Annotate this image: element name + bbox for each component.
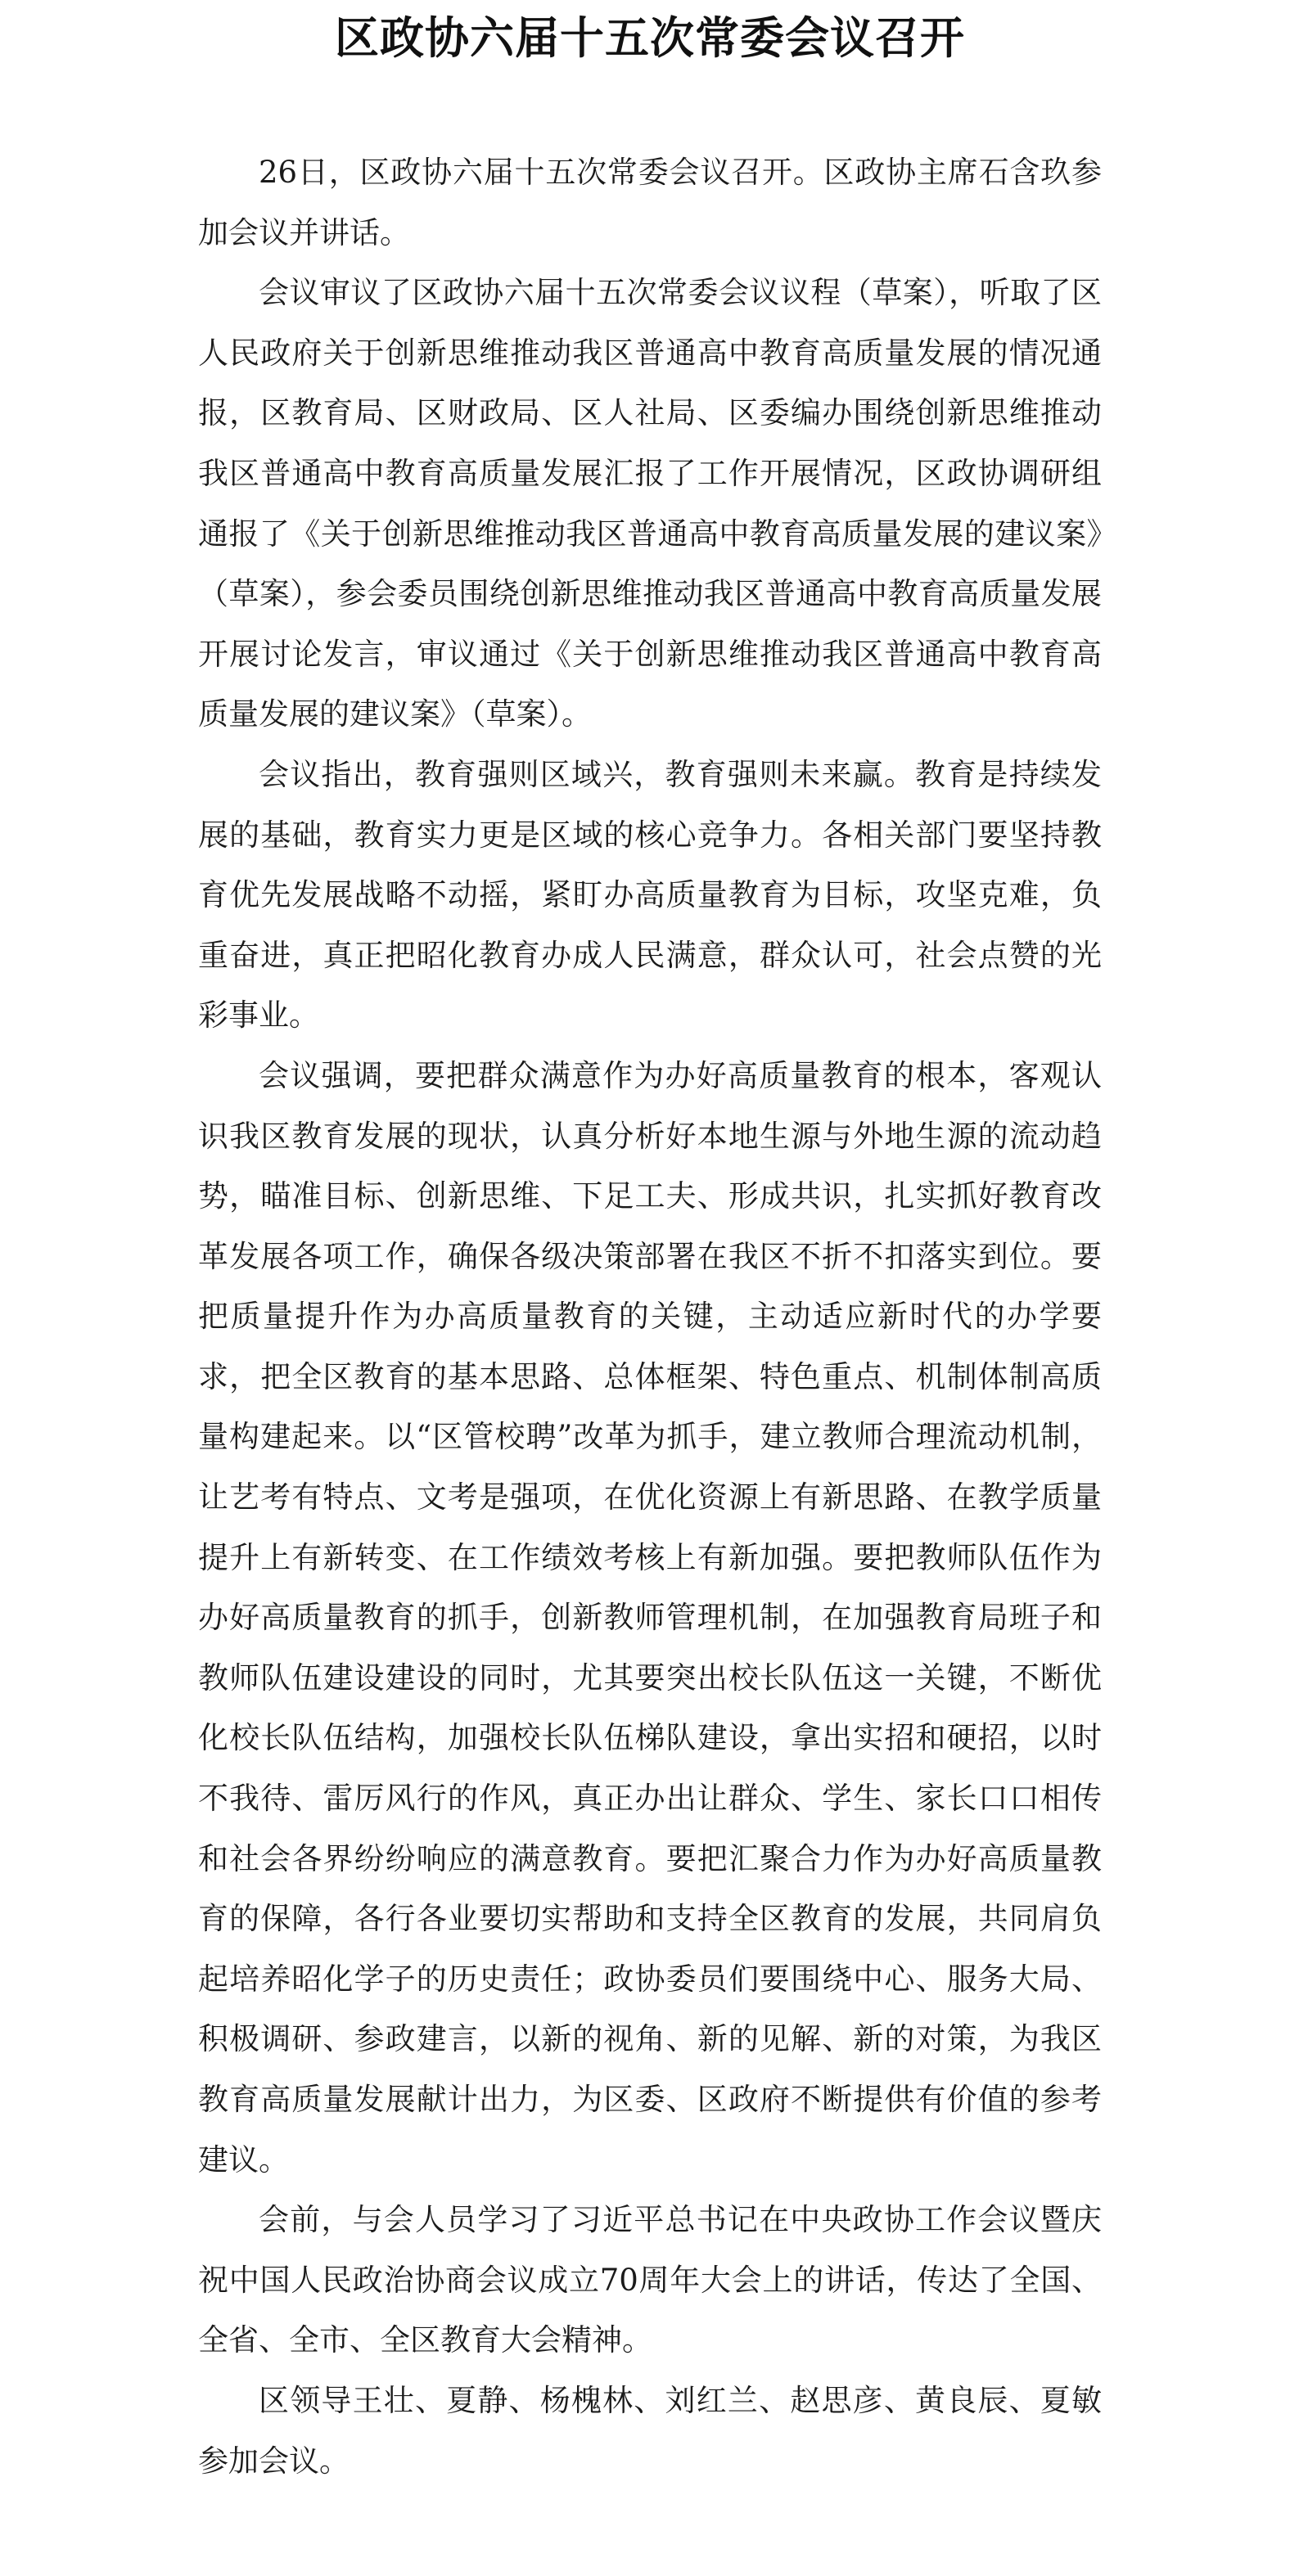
article-body bbox=[198, 142, 1102, 2491]
article-title: 区政协六届十五次常委会议召开 bbox=[335, 11, 965, 64]
paragraph-agenda: 会议审议了区政协六届十五次常委会议议程（草案），听取了区人民政府关于创新思维推动我区普通高中教育高质量发展的情况通报，区教育局、区财政局、区人社局、区委编办围绕创新思维推动我区普通高中教育高质量发展汇报了工作开展情况，区政协调研组通报了《关于创新思维推动我区普通高中教育高质量发展的建议案》（草案），参会委员围绕创新思维推动我区普通高中教育高质量发展开展讨论发言，审议通过《关于创新思维推动我区普通高中教育高质量发展的建议案》（草案）。 bbox=[198, 275, 1102, 732]
paragraph-emphasized: 会议强调，要把群众满意作为办好高质量教育的根本，客观认识我区教育发展的现状，认真分析好本地生源与外地生源的流动趋势，瞄准目标、创新思维、下足工夫、形成共识，扎实抓好教育改革发展各项工作，确保各级决策部署在我区不折不扣落实到位。要把质量提升作为办高质量教育的关键，主动适应新时代的办学要求，把全区教育的基本思路、总体框架、特色重点、机制体制高质量构建起来。以“区管校聘”改革为抓手，建立教师合理流动机制，让艺考有特点、文考是强项，在优化资源上有新思路、在教学质量提升上有新转变、在工作绩效考核上有新加强。要把教师队伍作为办好高质量教育的抓手，创新教师管理机制，在加强教育局班子和教师队伍建设建设的同时，尤其要突出校长队伍这一关键，不断优化校长队伍结构，加强校长队伍梯队建设，拿出实招和硬招，以时不我待、雷厉风行的作风，真正办出让群众、学生、家长口口相传和社会各界纷纷响应的满意教育。要把汇聚合力作为办好高质量教育的保障，各行各业要切实帮助和支持全区教育的发展，共同肩负起培养昭化学子的历史责任；政协委员们要围绕中心、服务大局、积极调研、参政建言，以新的视角、新的见解、新的对策，为我区教育高质量发展献计出力，为区委、区政府不断提供有价值的参考建议。 bbox=[198, 1057, 1102, 2177]
paragraph-attendees: 区领导王壮、夏静、杨槐林、刘红兰、赵思彦、黄良辰、夏敏参加会议。 bbox=[198, 2382, 1102, 2479]
paragraph-before-meeting: 会前，与会人员学习了习近平总书记在中央政协工作会议暨庆祝中国人民政治协商会议成立70周年大会上的讲话，传达了全国、全省、全市、全区教育大会精神。 bbox=[198, 2202, 1102, 2358]
article bbox=[198, 0, 1102, 2491]
paragraph-intro: 26日，区政协六届十五次常委会议召开。区政协主席石含玖参加会议并讲话。 bbox=[198, 155, 1102, 250]
paragraph-pointed-out: 会议指出，教育强则区域兴，教育强则未来赢。教育是持续发展的基础，教育实力更是区域的核心竞争力。各相关部门要坚持教育优先发展战略不动摇，紧盯办高质量教育为目标，攻坚克难，负重奋进，真正把昭化教育办成人民满意，群众认可，社会点赞的光彩事业。 bbox=[198, 756, 1102, 1034]
